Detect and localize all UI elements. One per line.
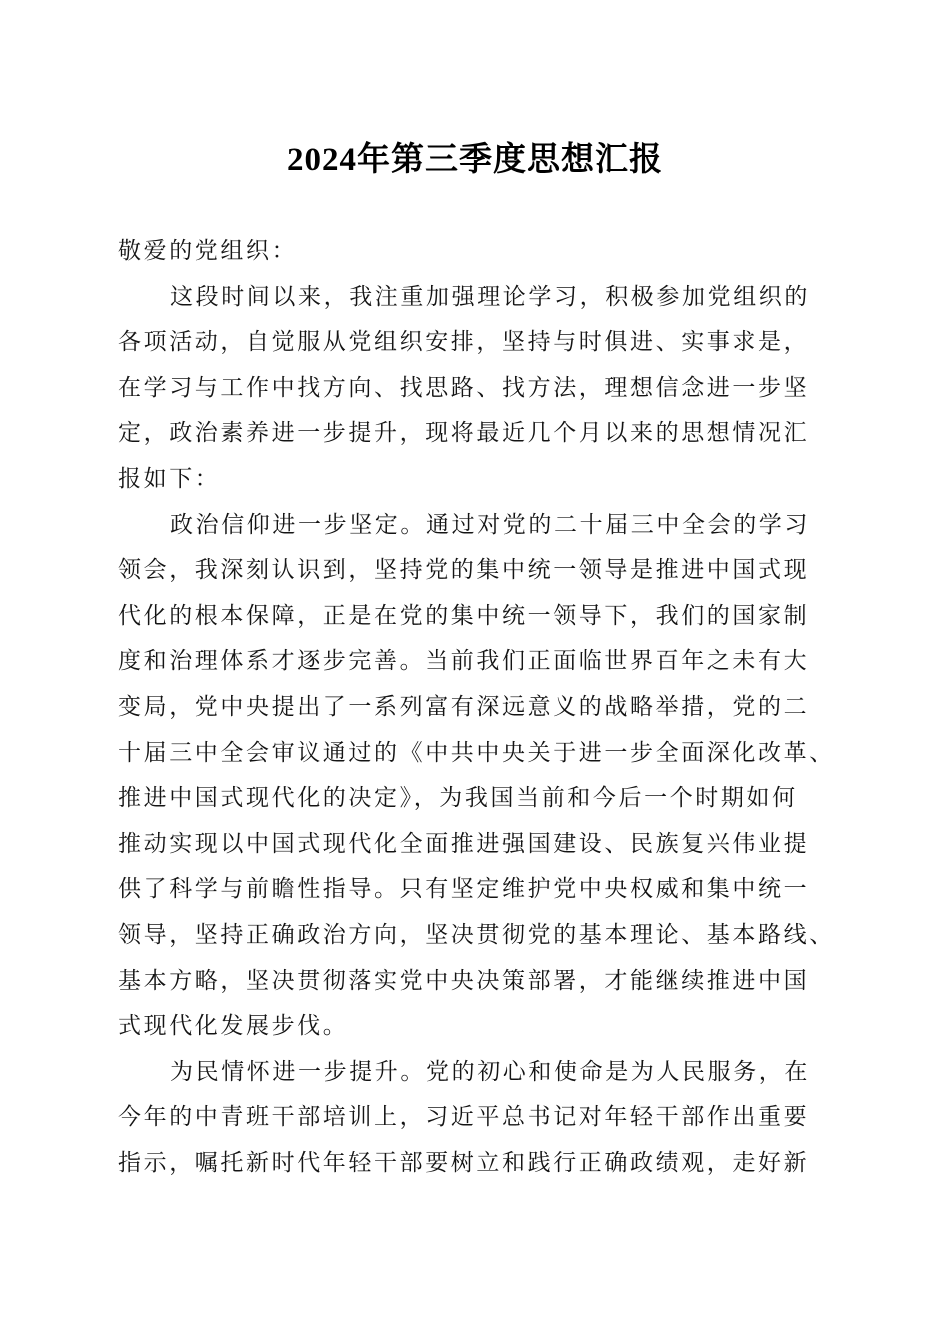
document-body: [118, 229, 838, 1186]
paragraph-line: 式现代化发展步伐。: [118, 1013, 349, 1040]
paragraph-line: 推动实现以中国式现代化全面推进强国建设、民族复兴伟业提: [118, 830, 810, 857]
paragraph-line: 各项活动，自觉服从党组织安排，坚持与时俱进、实事求是，: [118, 329, 810, 356]
paragraph-line: 今年的中青班干部培训上，习近平总书记对年轻干部作出重要: [118, 1104, 810, 1131]
paragraph-line: 十届三中全会审议通过的《中共中央关于进一步全面深化改革、: [118, 739, 835, 766]
paragraph-line: 定，政治素养进一步提升，现将最近几个月以来的思想情况汇: [118, 420, 810, 447]
paragraph-line: 政治信仰进一步坚定。通过对党的二十届三中全会的学习: [170, 511, 810, 538]
paragraph-line: 供了科学与前瞻性指导。只有坚定维护党中央权威和集中统一: [118, 876, 810, 903]
paragraph-line: 为民情怀进一步提升。党的初心和使命是为人民服务，在: [170, 1058, 810, 1085]
paragraph-line: 在学习与工作中找方向、找思路、找方法，理想信念进一步坚: [118, 374, 810, 401]
paragraph-line: 推进中国式现代化的决定》，为我国当前和今后一个时期如何: [118, 785, 798, 812]
paragraph-line: 指示，嘱托新时代年轻干部要树立和践行正确政绩观，走好新: [118, 1149, 810, 1176]
paragraph-line: 度和治理体系才逐步完善。当前我们正面临世界百年之未有大: [118, 648, 810, 675]
paragraph-line: 变局，党中央提出了一系列富有深远意义的战略举措，党的二: [118, 693, 810, 720]
paragraph-line: 代化的根本保障，正是在党的集中统一领导下，我们的国家制: [118, 602, 810, 629]
paragraph-line: 领会，我深刻认识到，坚持党的集中统一领导是推进中国式现: [118, 557, 810, 584]
document-title: 2024年第三季度思想汇报: [287, 142, 663, 178]
salutation: 敬爱的党组织：: [118, 238, 298, 264]
paragraph-line: 这段时间以来，我注重加强理论学习，积极参加党组织的: [170, 283, 810, 310]
paragraph-line: 基本方略，坚决贯彻落实党中央决策部署，才能继续推进中国: [118, 967, 810, 994]
paragraph-line: 报如下：: [118, 465, 221, 492]
paragraph-line: 领导，坚持正确政治方向，坚决贯彻党的基本理论、基本路线、: [118, 921, 835, 948]
